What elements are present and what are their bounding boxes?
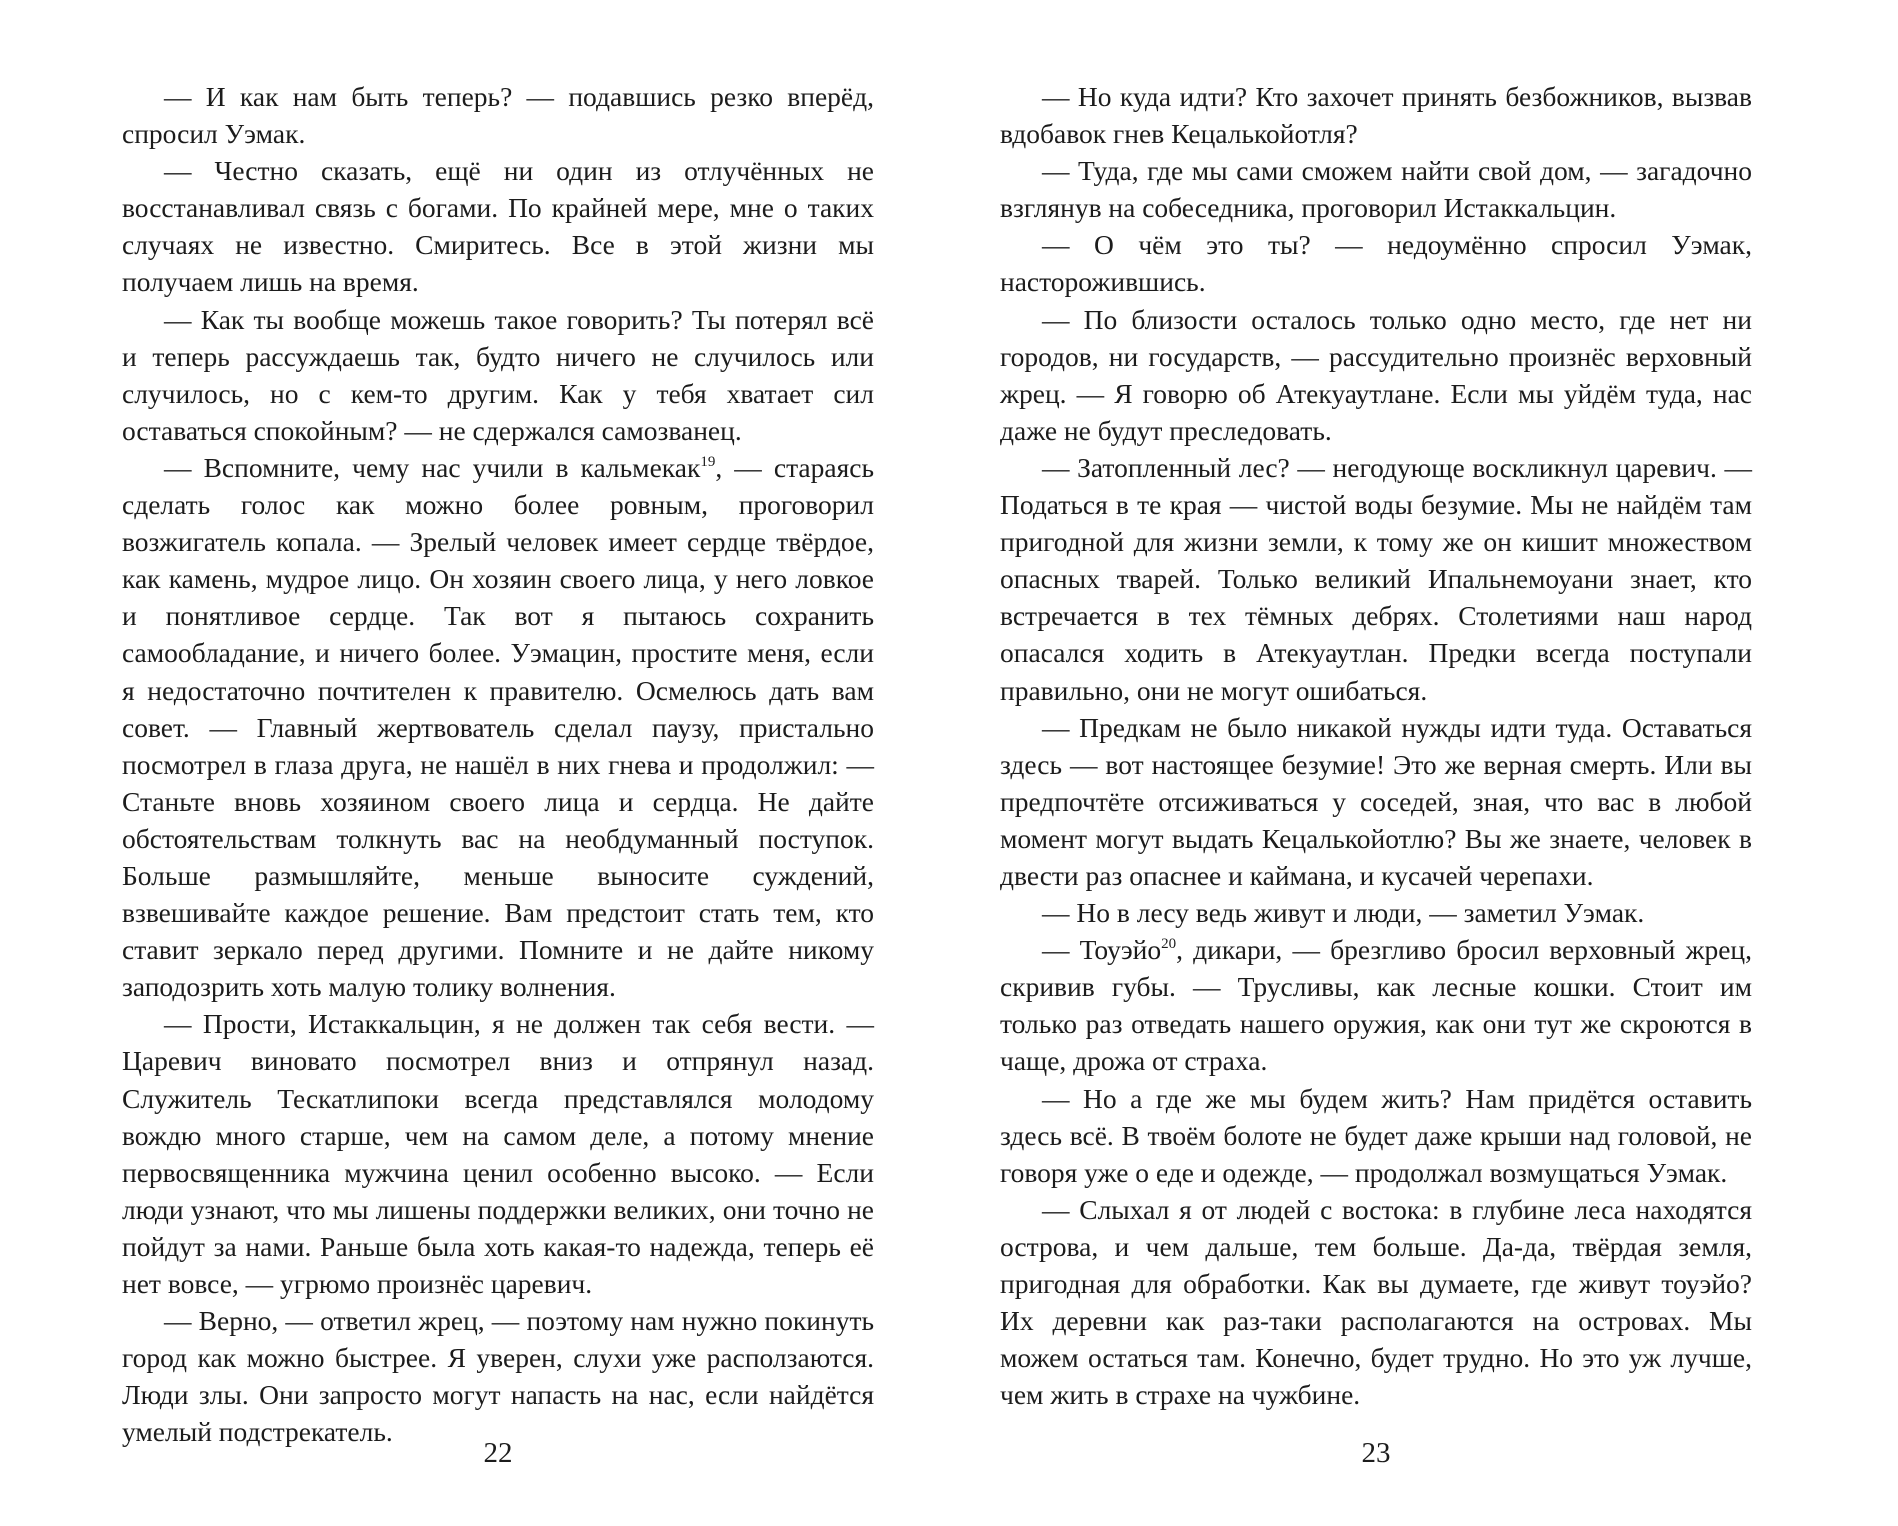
paragraph: — Слыхал я от людей с востока: в глубине леса находятся острова, и чем дальше, тем больше. Да-да, твёрдая земля, пригодная для обработки. Как вы думаете, где живут тоуэйо? Их деревни как раз-таки располагаются на островах. Мы можем остаться там. Конечно, будет трудно. Но это уж лучше, чем жить в страхе на чужбине. — [1000, 1193, 1752, 1411]
paragraph: — Но а где же мы будем жить? Нам придётся оставить здесь всё. В твоём болоте не будет даже крыши над головой, не говоря уже о еде и одежде, — продолжал возмущаться Уэмак. — [1000, 1082, 1752, 1188]
paragraph: — И как нам быть теперь? — подавшись резко вперёд, спросил Уэмак. — [122, 81, 874, 150]
footnote-marker: 19 — [700, 453, 716, 470]
paragraph: — Но в лесу ведь живут и люди, — заметил Уэмак. — [1042, 897, 1645, 929]
paragraph: — О чём это ты? — недоумённо спросил Уэмак, насторожившись. — [1000, 229, 1752, 298]
paragraph: — Затопленный лес? — негодующе воскликнул царевич. — Податься в те края — чистой воды безумие. Мы не найдём там пригодной для жизни земли, к тому же он кишит множеством опасных тварей. Только великий Ипальнемоуани знает, кто встречается в тех тёмных дебрях. Столетиями наш народ опасался ходить в Атекуаутлан. Предки всегда поступали правильно, они не могут ошибаться. — [1000, 451, 1752, 706]
paragraph — [122, 449, 874, 1005]
paragraph: — Прости, Истаккальцин, я не должен так себя вести. — Царевич виновато посмотрел вниз и отпрянул назад. Служитель Тескатлипоки всегда представлялся молодому вождю много старше, чем на самом деле, а потому мнение первосвященника мужчина ценил особенно высоко. — Если люди узнают, что мы лишены поддержки великих, они точно не пойдут за нами. Раньше была хоть какая-то надежда, теперь её нет вовсе, — угрюмо произнёс царевич. — [122, 1008, 874, 1299]
right-page-text — [1000, 78, 1752, 1413]
paragraph: — Как ты вообще можешь такое говорить? Ты потерял всё и теперь рассуждаешь так, будто ничего не случилось или случилось, но с кем-то другим. Как у тебя хватает сил оставаться спокойным? — не сдержался самозванец. — [122, 303, 874, 446]
page-number: 22 — [483, 1437, 513, 1469]
paragraph-text: , дикари, — брезгливо бросил верховный жрец, скривив губы. — Трусливы, как лесные кошки. Стоит им только раз отведать нашего оружия, как они тут же скроются в чаще, дрожа от страха. — [1000, 934, 1752, 1077]
paragraph: — Верно, — ответил жрец, — поэтому нам нужно покинуть город как можно быстрее. Я уверен, слухи уже расползаются. Люди злы. Они запросто могут напасть на нас, если найдётся умелый подстрекатель. — [122, 1305, 874, 1448]
right-page — [1000, 78, 1752, 1413]
paragraph — [1000, 931, 1752, 1079]
paragraph: — Честно сказать, ещё ни один из отлучённых не восстанавливал связь с богами. По крайней мере, мне о таких случаях не известно. Смиритесь. Все в этой жизни мы получаем лишь на время. — [122, 155, 874, 298]
page-number: 23 — [1361, 1437, 1391, 1469]
footnote-marker: 20 — [1161, 936, 1177, 953]
paragraph-text: — Вспомните, чему нас учили в кальмекак — [164, 451, 701, 483]
left-page — [122, 78, 874, 1450]
paragraph: — Но куда идти? Кто захочет принять безбожников, вызвав вдобавок гнев Кецалькойотля? — [1000, 81, 1752, 150]
paragraph: — Предкам не было никакой нужды идти туда. Оставаться здесь — вот настоящее безумие! Это же верная смерть. Или вы предпочтёте отсиживаться у соседей, зная, что вас в любой момент могут выдать Кецалькойотлю? Вы же знаете, человек в двести раз опаснее и каймана, и кусачей черепахи. — [1000, 711, 1752, 891]
paragraph: — Туда, где мы сами сможем найти свой дом, — загадочно взглянув на собеседника, проговорил Истаккальцин. — [1000, 155, 1752, 224]
left-page-text — [122, 78, 874, 1450]
paragraph: — По близости осталось только одно место, где нет ни городов, ни государств, — рассудительно произнёс верховный жрец. — Я говорю об Атекуаутлане. Если мы уйдём туда, нас даже не будут преследовать. — [1000, 303, 1752, 446]
paragraph-text: , — стараясь сделать голос как можно более ровным, проговорил возжигатель копала. — Зрелый человек имеет сердце твёрдое, как камень, мудрое лицо. Он хозяин своего лица, у него ловкое и понятливое сердце. Так вот я пытаюсь сохранить самообладание, и ничего более. Уэмацин, простите меня, если я недостаточно почтителен к правителю. Осмелюсь дать вам совет. — Главный жертвователь сделал паузу, пристально посмотрел в глаза друга, не нашёл в них гнева и продолжил: — Станьте вновь хозяином своего лица и сердца. Не дайте обстоятельствам толкнуть вас на необдуманный поступок. Больше размышляйте, меньше выносите суждений, взвешивайте каждое решение. Вам предстоит стать тем, кто ставит зеркало перед другими. Помните и не дайте никому заподозрить хоть малую толику волнения. — [122, 451, 874, 1003]
paragraph-text: — Тоуэйо — [1042, 934, 1162, 966]
